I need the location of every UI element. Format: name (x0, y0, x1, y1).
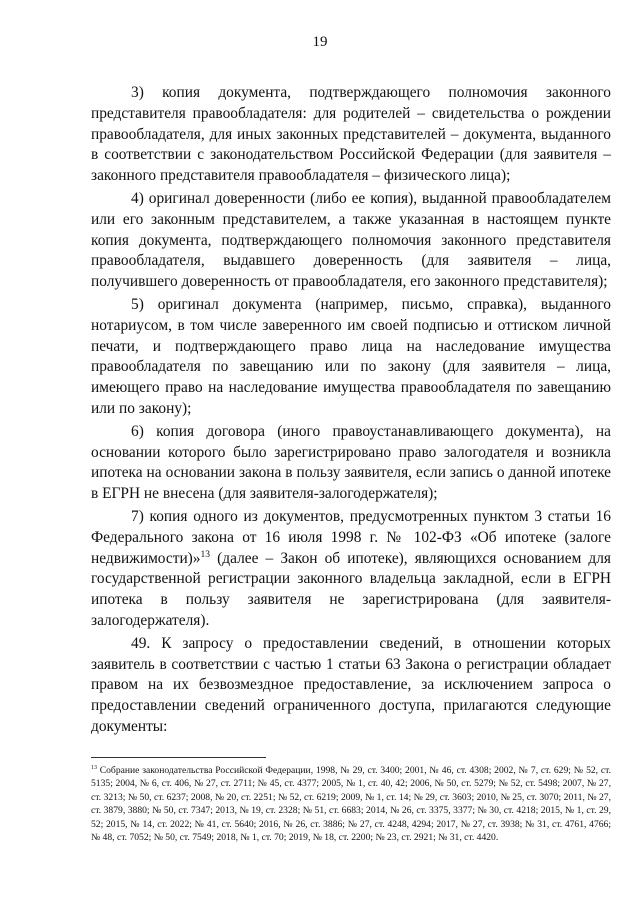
footnote-reference: 13 (200, 548, 211, 560)
document-body (91, 83, 611, 740)
paragraph-item-5: 5) оригинал документа (например, письмо, справка), выданного нотариусом, в том числе заверенного им своей подписью и оттиском личной печати, и подтверждающего право лица на наследование имущества правообладателя по завещанию или по закону (для заявителя – лица, имеющего право на наследование имущества правообладателя по завещанию или по закону); (91, 295, 611, 417)
page-number: 19 (312, 34, 328, 50)
paragraph-item-7 (91, 507, 611, 632)
paragraph-item-7-text: 7) копия одного из документов, предусмотренных пунктом 3 статьи 16 Федерального закона от 16 июля 1998 г. № 102-ФЗ «Об ипотеке (залоге недвижимости)» (91, 507, 611, 567)
footnote-separator (91, 757, 266, 758)
paragraph-item-6: 6) копия договора (иного правоустанавливающего документа), на основании которого было зарегистрировано право залогодателя и возникла ипотека на основании закона в пользу заявителя, если запись о данной ипотеке в ЕГРН не внесена (для заявителя-залогодержателя); (91, 422, 611, 503)
paragraph-49: 49. К запросу о предоставлении сведений, в отношении которых заявитель в соответствии с частью 1 статьи 63 Закона о регистрации обладает правом на их безвозмездное предоставление, за исключением запроса о предоставлении сведений ограниченного доступа, прилагаются следующие документы: (91, 634, 611, 735)
footnote (91, 764, 611, 844)
paragraph-item-7-continuation: (далее – Закон об ипотеке), являющихся основанием для государственной регистрации законного владельца закладной, если в ЕГРН ипотека в пользу заявителя не зарегистрирована (для заявителя-залогодержателя). (91, 549, 611, 629)
paragraph-item-3: 3) копия документа, подтверждающего полномочия законного представителя правообладателя: для родителей – свидетельства о рождении правообладателя, для иных законных представителей – документа, выданного в соответствии с законодательством Российской Федерации (для заявителя – законного представителя правообладателя – физического лица); (91, 84, 611, 185)
paragraph-item-4: 4) оригинал доверенности (либо ее копия), выданной правообладателем или его законным представителем, а также указанная в настоящем пункте копия документа, подтверждающего полномочия законного представителя правообладателя, выдавшего доверенность (для заявителя – лица, получившего доверенность от правообладателя, его законного представителя); (91, 189, 611, 291)
footnote-marker: 13 (91, 764, 97, 771)
footnote-text: Собрание законодательства Российской Федерации, 1998, № 29, ст. 3400; 2001, № 46, ст. 4308; 2002, № 7, ст. 629; № 52, ст. 5135; 2004, № 6, ст. 406, № 27, ст. 2711; № 45, ст. 4377; 2005, № 1, ст. 40, 42; 2006, № 50, ст. 5279; № 52, ст. 5498; 2007, № 27, ст. 3213; № 50, ст. 6237; 2008, № 20, ст. 2251; № 52, ст. 6219; 2009, № 1, ст. 14; № 29, ст. 3603; 2010, № 25, ст. 3070; 2011, № 27, ст. 3879, 3880; № 50, ст. 7347; 2013, № 19, ст. 2328; № 51, ст. 6683; 2014, № 26, ст. 3375, 3377; № 30, ст. 4218; 2015, № 1, ст. 29, 52; 2015, № 14, ст. 2022; № 41, ст. 5640; 2016, № 26, ст. 3886; № 27, ст. 4248, 4294; 2017, № 27, ст. 3938; № 31, ст. 4761, 4766; № 48, ст. 7052; № 50, ст. 7549; 2018, № 1, ст. 70; 2019, № 18, ст. 2200; № 23, ст. 2921; № 31, ст. 4420. (91, 765, 611, 844)
